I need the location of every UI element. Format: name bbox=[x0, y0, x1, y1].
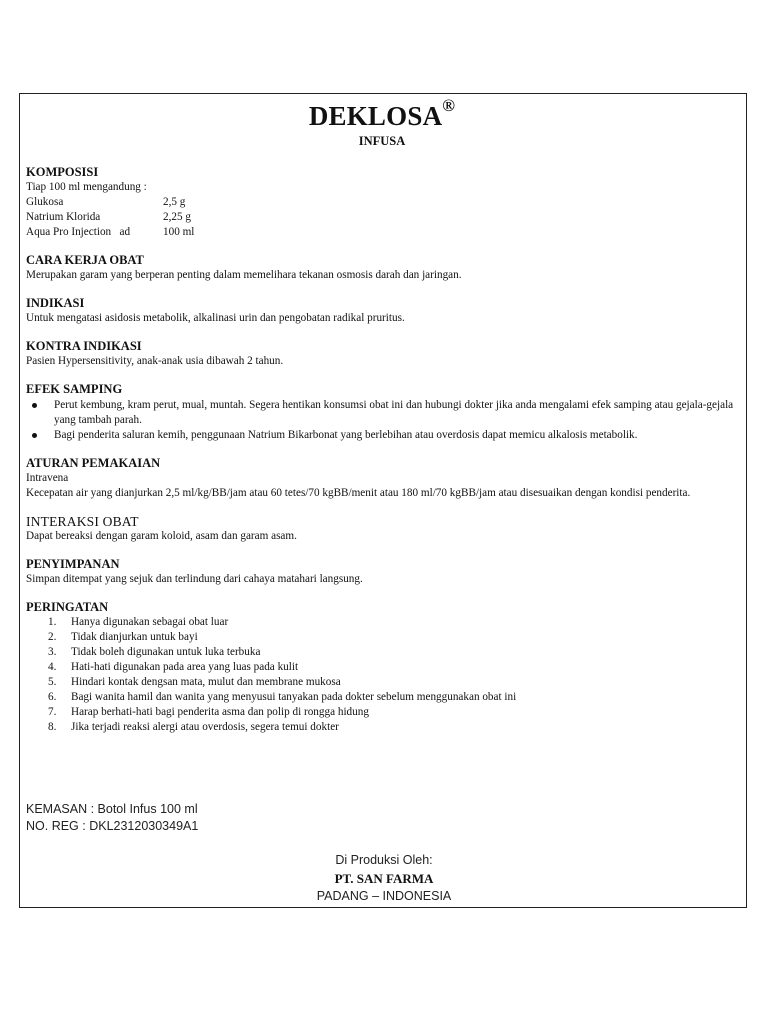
label-content bbox=[26, 98, 738, 735]
list-item-text: Perut kembung, kram perut, mual, muntah. Segera hentikan konsumsi obat ini dan hubungi dokter jika anda mengalami efek samping atau gejala-gejala yang tambah parah. bbox=[54, 399, 734, 426]
bullet-icon bbox=[32, 403, 37, 408]
list-item-text: Jika terjadi reaksi alergi atau overdosis, segera temui dokter bbox=[71, 721, 339, 733]
komposisi-heading: KOMPOSISI bbox=[26, 165, 99, 179]
list-item-text: Tidak boleh digunakan untuk luka terbuka bbox=[71, 646, 261, 658]
efek-samping-heading: EFEK SAMPING bbox=[26, 382, 123, 396]
list-item-text: Bagi penderita saluran kemih, penggunaan Natrium Bikarbonat yang berlebihan atau overdosis dapat memicu alkalosis metabolik. bbox=[54, 429, 638, 441]
kontra-indikasi-heading: KONTRA INDIKASI bbox=[26, 339, 142, 353]
interaksi-obat-heading: INTERAKSI OBAT bbox=[26, 514, 139, 529]
registered-mark: ® bbox=[442, 96, 456, 115]
cara-kerja-text: Merupakan garam yang berperan penting dalam memelihara tekanan osmosis darah dan jaringan. bbox=[26, 269, 462, 281]
list-item-text: Hindari kontak dengsan mata, mulut dan membrane mukosa bbox=[71, 676, 341, 688]
penyimpanan-heading: PENYIMPANAN bbox=[26, 557, 120, 571]
registration-number: NO. REG : DKL2312030349A1 bbox=[26, 819, 199, 833]
list-item bbox=[26, 660, 738, 675]
section-kontra-indikasi bbox=[26, 339, 738, 369]
list-item-text: Hati-hati digunakan pada area yang luas pada kulit bbox=[71, 661, 299, 673]
list-item bbox=[26, 645, 738, 660]
composition-row bbox=[26, 195, 738, 210]
bullet-icon bbox=[32, 433, 37, 438]
ingredient-name: Natrium Klorida bbox=[26, 211, 101, 223]
komposisi-intro: Tiap 100 ml mengandung : bbox=[26, 181, 147, 193]
section-cara-kerja bbox=[26, 253, 738, 283]
list-number: 5. bbox=[48, 676, 57, 688]
ingredient-amount: 100 ml bbox=[163, 226, 195, 238]
indikasi-text: Untuk mengatasi asidosis metabolik, alkalinasi urin dan pengobatan radikal pruritus. bbox=[26, 312, 405, 324]
kemasan-text: KEMASAN : Botol Infus 100 ml bbox=[26, 802, 198, 816]
list-item bbox=[26, 398, 738, 428]
product-name: DEKLOSA bbox=[308, 101, 443, 131]
list-number: 2. bbox=[48, 631, 57, 643]
list-number: 1. bbox=[48, 616, 57, 628]
section-penyimpanan bbox=[26, 557, 738, 587]
list-item bbox=[26, 615, 738, 630]
produced-by-label: Di Produksi Oleh: bbox=[335, 853, 433, 867]
list-item-text: Hanya digunakan sebagai obat luar bbox=[71, 616, 229, 628]
aturan-pemakaian-heading: ATURAN PEMAKAIAN bbox=[26, 456, 161, 470]
packaging-info bbox=[26, 801, 738, 835]
list-item-text: Bagi wanita hamil dan wanita yang menyusui tanyakan pada dokter sebelum menggunakan obat ini bbox=[71, 691, 517, 703]
section-peringatan bbox=[26, 600, 738, 735]
peringatan-heading: PERINGATAN bbox=[26, 600, 109, 614]
list-item bbox=[26, 675, 738, 690]
drug-label-box bbox=[19, 93, 747, 908]
product-subtitle: INFUSA bbox=[358, 134, 406, 148]
list-number: 6. bbox=[48, 691, 57, 703]
list-item bbox=[26, 705, 738, 720]
list-number: 8. bbox=[48, 721, 57, 733]
list-item bbox=[26, 630, 738, 645]
company-name: PT. SAN FARMA bbox=[334, 871, 434, 886]
indikasi-heading: INDIKASI bbox=[26, 296, 85, 310]
list-item-text: Harap berhati-hati bagi penderita asma dan polip di rongga hidung bbox=[71, 706, 369, 718]
cara-kerja-heading: CARA KERJA OBAT bbox=[26, 253, 144, 267]
list-item-text: Tidak dianjurkan untuk bayi bbox=[71, 631, 198, 643]
company-location: PADANG – INDONESIA bbox=[316, 889, 452, 903]
product-title bbox=[26, 98, 738, 134]
section-indikasi bbox=[26, 296, 738, 326]
list-number: 3. bbox=[48, 646, 57, 658]
section-komposisi bbox=[26, 165, 738, 240]
ingredient-name: Aqua Pro Injection ad bbox=[26, 226, 131, 238]
interaksi-obat-text: Dapat bereaksi dengan garam koloid, asam dan garam asam. bbox=[26, 530, 297, 542]
list-item bbox=[26, 720, 738, 735]
ingredient-amount: 2,25 g bbox=[163, 211, 191, 223]
penyimpanan-text: Simpan ditempat yang sejuk dan terlindung dari cahaya matahari langsung. bbox=[26, 573, 363, 585]
efek-samping-list bbox=[26, 398, 738, 443]
section-efek-samping bbox=[26, 382, 738, 443]
list-number: 7. bbox=[48, 706, 57, 718]
ingredient-name: Glukosa bbox=[26, 196, 64, 208]
kontra-indikasi-text: Pasien Hypersensitivity, anak-anak usia dibawah 2 tahun. bbox=[26, 355, 284, 367]
composition-row bbox=[26, 225, 738, 240]
peringatan-list bbox=[26, 615, 738, 735]
producer-info bbox=[20, 852, 748, 905]
section-aturan-pemakaian bbox=[26, 456, 738, 501]
aturan-rate: Kecepatan air yang dianjurkan 2,5 ml/kg/BB/jam atau 60 tetes/70 kgBB/menit atau 180 ml/70 kgBB/jam atau disesuaikan dengan kondisi penderita. bbox=[26, 487, 691, 499]
composition-row bbox=[26, 210, 738, 225]
list-item bbox=[26, 428, 738, 443]
aturan-route: Intravena bbox=[26, 472, 69, 484]
section-interaksi-obat bbox=[26, 514, 738, 544]
list-item bbox=[26, 690, 738, 705]
list-number: 4. bbox=[48, 661, 57, 673]
ingredient-amount: 2,5 g bbox=[163, 196, 186, 208]
